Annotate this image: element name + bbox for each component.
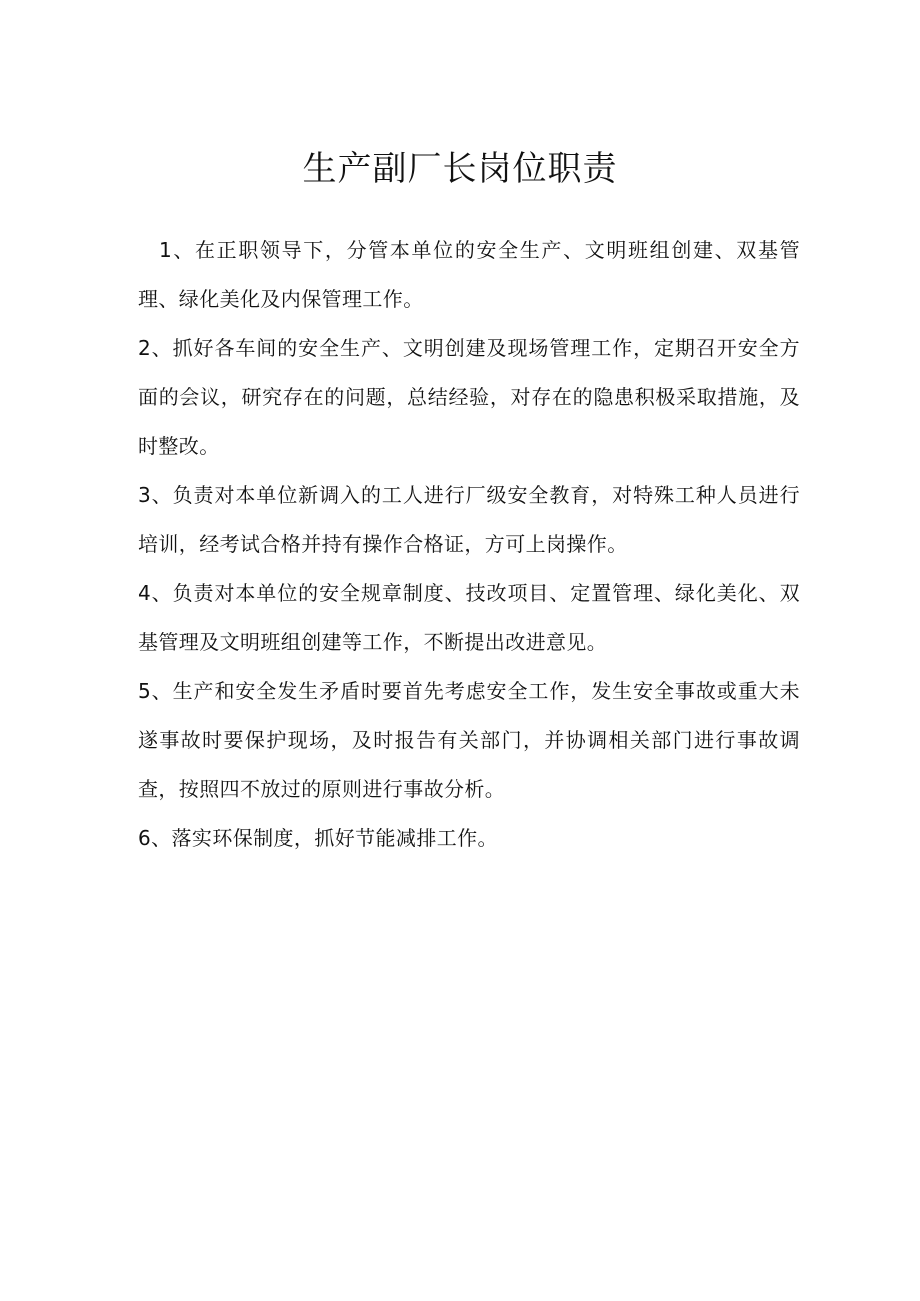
duty-item-4: 4、负责对本单位的安全规章制度、技改项目、定置管理、绿化美化、双基管理及文明班组创建等工作，不断提出改进意见。 xyxy=(138,581,800,654)
duty-item-1: 1、在正职领导下，分管本单位的安全生产、文明班组创建、双基管理、绿化美化及内保管理工作。 xyxy=(138,238,800,311)
duty-item-6: 6、落实环保制度，抓好节能减排工作。 xyxy=(138,826,498,850)
duty-list xyxy=(138,226,800,863)
duty-item-2: 2、抓好各车间的安全生产、文明创建及现场管理工作，定期召开安全方面的会议，研究存在的问题，总结经验，对存在的隐患积极采取措施，及时整改。 xyxy=(138,336,800,458)
document-title: 生产副厂长岗位职责 xyxy=(302,149,618,189)
duty-item-3: 3、负责对本单位新调入的工人进行厂级安全教育，对特殊工种人员进行培训，经考试合格并持有操作合格证，方可上岗操作。 xyxy=(138,483,800,556)
duty-item-5: 5、生产和安全发生矛盾时要首先考虑安全工作，发生安全事故或重大未遂事故时要保护现场，及时报告有关部门，并协调相关部门进行事故调查，按照四不放过的原则进行事故分析。 xyxy=(138,679,800,801)
